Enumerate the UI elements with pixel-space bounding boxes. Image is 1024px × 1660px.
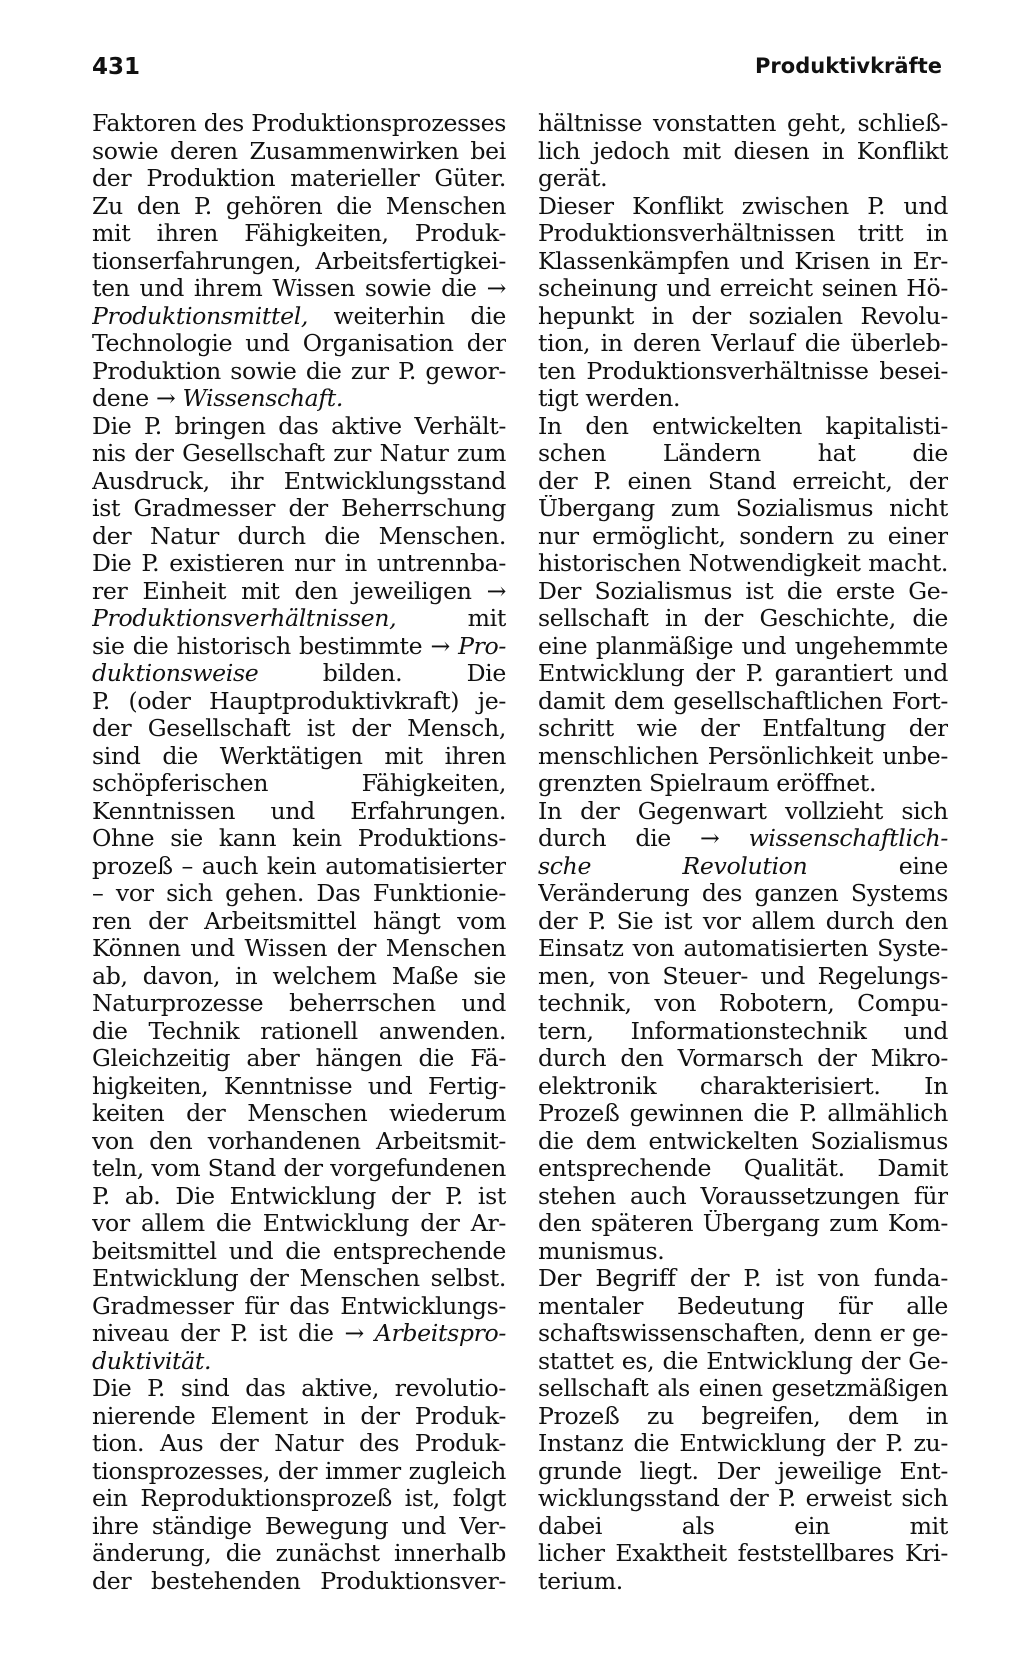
- text-line: ab, davon, in welchem Maße sie: [92, 962, 506, 990]
- text-line: Faktoren des Produktionsprozesses: [92, 110, 506, 137]
- text-line: ihre ständige Bewegung und Ver-: [92, 1512, 506, 1540]
- text-line: sellschaft als einen gesetzmäßigen: [538, 1375, 948, 1402]
- text-line: P. (oder Hauptproduktivkraft) je-: [92, 687, 506, 715]
- text-line: munismus.: [538, 1236, 665, 1265]
- text-line: – vor sich gehen. Das Funktionie-: [92, 880, 506, 907]
- text-line: historischen Notwendigkeit macht.: [538, 550, 948, 577]
- text-line: elektronik charakterisiert. In: [538, 1072, 948, 1100]
- text-line: ten Produktionsverhältnisse besei-: [538, 357, 948, 385]
- text-line: Der Begriff der P. ist von funda-: [538, 1265, 948, 1292]
- text-line: grenzten Spielraum eröffnet.: [538, 769, 877, 797]
- text-line: scheinung und erreicht seinen Hö-: [538, 275, 948, 302]
- text-line: beitsmittel und die entsprechende: [92, 1237, 506, 1265]
- text-line: ten und ihrem Wissen sowie die →: [92, 275, 506, 302]
- text-line: In der Gegenwart vollzieht sich: [538, 797, 948, 825]
- text-line: Die P. sind das aktive, revolutio-: [92, 1375, 506, 1402]
- text-line: Gradmesser für das Entwicklungs-: [92, 1292, 506, 1320]
- running-head: Produktivkräfte: [755, 54, 942, 78]
- text-line: tionserfahrungen, Arbeitsfertigkei-: [92, 247, 506, 275]
- text-line: sowie deren Zusammenwirken bei: [92, 137, 506, 165]
- text-line: tion. Aus der Natur des Produk-: [92, 1430, 506, 1457]
- text-line: den späteren Übergang zum Kom-: [538, 1210, 948, 1237]
- text-line: Die P. bringen das aktive Verhält-: [92, 412, 506, 440]
- text-line: entsprechende Qualität. Damit: [538, 1155, 948, 1182]
- text-line: von den vorhandenen Arbeitsmit-: [92, 1127, 506, 1155]
- text-line: durch die → wissenschaftlich-: [538, 825, 948, 852]
- text-line: grunde liegt. Der jeweilige Ent-: [538, 1457, 948, 1485]
- text-line: duktivität.: [92, 1346, 212, 1375]
- text-line: teln, vom Stand der vorgefundenen: [92, 1155, 506, 1182]
- page-number: 431: [92, 54, 141, 80]
- text-line: licher Exaktheit feststellbares Kri-: [538, 1540, 948, 1567]
- text-line: ein Reproduktionsprozeß ist, folgt: [92, 1485, 506, 1512]
- text-line: der Natur durch die Menschen.: [92, 522, 506, 550]
- text-line: schritt wie der Entfaltung der: [538, 715, 948, 742]
- text-line: mit ihren Fähigkeiten, Produk-: [92, 220, 506, 247]
- text-line: niveau der P. ist die → Arbeitspro-: [92, 1320, 506, 1347]
- text-line: vor allem die Entwicklung der Ar-: [92, 1210, 506, 1237]
- text-line: Ohne sie kann kein Produktions-: [92, 825, 506, 852]
- text-line: sie die historisch bestimmte → Pro-: [92, 632, 506, 660]
- text-line: mentaler Bedeutung für alle: [538, 1292, 948, 1320]
- text-line: schöpferischen Fähigkeiten,: [92, 770, 506, 797]
- text-line: Übergang zum Sozialismus nicht: [538, 495, 948, 522]
- text-line: die dem entwickelten Sozialismus: [538, 1127, 948, 1155]
- text-line: sche Revolution eine: [538, 852, 948, 880]
- text-line: dene → Wissenschaft.: [92, 384, 344, 412]
- text-line: der bestehenden Produktionsver-: [92, 1567, 506, 1595]
- text-line: Naturprozesse beherrschen und: [92, 990, 506, 1017]
- text-line: technik, von Robotern, Compu-: [538, 990, 948, 1017]
- text-line: wicklungsstand der P. erweist sich: [538, 1485, 948, 1512]
- text-line: tigt werden.: [538, 384, 681, 412]
- text-line: menschlichen Persönlichkeit unbe-: [538, 742, 948, 770]
- text-line: dabei als ein mit: [538, 1512, 948, 1540]
- text-line: ist Gradmesser der Beherrschung: [92, 495, 506, 522]
- text-line: Können und Wissen der Menschen: [92, 935, 506, 962]
- text-line: der Gesellschaft ist der Mensch,: [92, 715, 506, 742]
- text-line: men, von Steuer- und Regelungs-: [538, 962, 948, 990]
- text-line: schen Ländern hat die: [538, 440, 948, 467]
- text-line: Einsatz von automatisierten Syste-: [538, 935, 948, 962]
- text-line: Instanz die Entwicklung der P. zu-: [538, 1430, 948, 1457]
- text-line: stattet es, die Entwicklung der Ge-: [538, 1347, 948, 1375]
- text-line: Prozeß gewinnen die P. allmählich: [538, 1100, 948, 1127]
- text-line: Produktionsverhältnissen, mit: [92, 605, 506, 632]
- text-line: lich jedoch mit diesen in Konflikt: [538, 137, 948, 165]
- text-line: der Produktion materieller Güter.: [92, 165, 506, 192]
- text-line: tern, Informationstechnik und: [538, 1017, 948, 1045]
- left-text-column: [92, 110, 506, 1595]
- text-line: Entwicklung der Menschen selbst.: [92, 1265, 506, 1292]
- text-line: sellschaft in der Geschichte, die: [538, 605, 948, 632]
- text-line: durch den Vormarsch der Mikro-: [538, 1045, 948, 1072]
- text-line: änderung, die zunächst innerhalb: [92, 1540, 506, 1567]
- text-line: damit dem gesellschaftlichen Fort-: [538, 687, 948, 715]
- text-line: Ausdruck, ihr Entwicklungsstand: [92, 467, 506, 495]
- text-line: gerät.: [538, 164, 608, 192]
- text-line: Gleichzeitig aber hängen die Fä-: [92, 1045, 506, 1072]
- text-line: tionsprozesses, der immer zugleich: [92, 1457, 506, 1485]
- right-text-column: [538, 110, 948, 1595]
- text-line: Produktionsmittel, weiterhin die: [92, 302, 506, 330]
- text-line: duktionsweise bilden. Die: [92, 660, 506, 687]
- text-line: sind die Werktätigen mit ihren: [92, 742, 506, 770]
- text-line: Produktionsverhältnissen tritt in: [538, 220, 948, 247]
- text-line: Klassenkämpfen und Krisen in Er-: [538, 247, 948, 275]
- text-line: keiten der Menschen wiederum: [92, 1100, 506, 1127]
- text-line: rer Einheit mit den jeweiligen →: [92, 577, 506, 605]
- text-line: higkeiten, Kenntnisse und Fertig-: [92, 1072, 506, 1100]
- text-line: eine planmäßige und ungehemmte: [538, 632, 948, 660]
- text-line: Die P. existieren nur in untrennba-: [92, 550, 506, 577]
- text-line: terium.: [538, 1566, 623, 1595]
- text-line: ren der Arbeitsmittel hängt vom: [92, 907, 506, 935]
- text-line: hältnisse vonstatten geht, schließ-: [538, 110, 948, 137]
- text-line: prozeß – auch kein automatisierter: [92, 852, 506, 880]
- text-line: Kenntnissen und Erfahrungen.: [92, 797, 506, 825]
- text-line: Technologie und Organisation der: [92, 330, 506, 357]
- text-line: Veränderung des ganzen Systems: [538, 880, 948, 907]
- text-line: tion, in deren Verlauf die überleb-: [538, 330, 948, 357]
- text-line: der P. Sie ist vor allem durch den: [538, 907, 948, 935]
- text-line: Prozeß zu begreifen, dem in: [538, 1402, 948, 1430]
- text-line: Produktion sowie die zur P. gewor-: [92, 357, 506, 385]
- text-line: die Technik rationell anwenden.: [92, 1017, 506, 1045]
- text-line: Dieser Konflikt zwischen P. und: [538, 192, 948, 220]
- text-line: nur ermöglicht, sondern zu einer: [538, 522, 948, 550]
- text-line: der P. einen Stand erreicht, der: [538, 467, 948, 495]
- text-line: nierende Element in der Produk-: [92, 1402, 506, 1430]
- text-line: In den entwickelten kapitalisti-: [538, 412, 948, 440]
- text-line: schaftswissenschaften, denn er ge-: [538, 1320, 948, 1347]
- page-header: [0, 54, 1024, 94]
- text-line: Der Sozialismus ist die erste Ge-: [538, 577, 948, 605]
- text-line: Entwicklung der P. garantiert und: [538, 660, 948, 687]
- text-line: hepunkt in der sozialen Revolu-: [538, 302, 948, 330]
- text-line: Zu den P. gehören die Menschen: [92, 192, 506, 220]
- text-line: P. ab. Die Entwicklung der P. ist: [92, 1182, 506, 1210]
- text-line: stehen auch Voraussetzungen für: [538, 1182, 948, 1210]
- text-line: nis der Gesellschaft zur Natur zum: [92, 440, 506, 467]
